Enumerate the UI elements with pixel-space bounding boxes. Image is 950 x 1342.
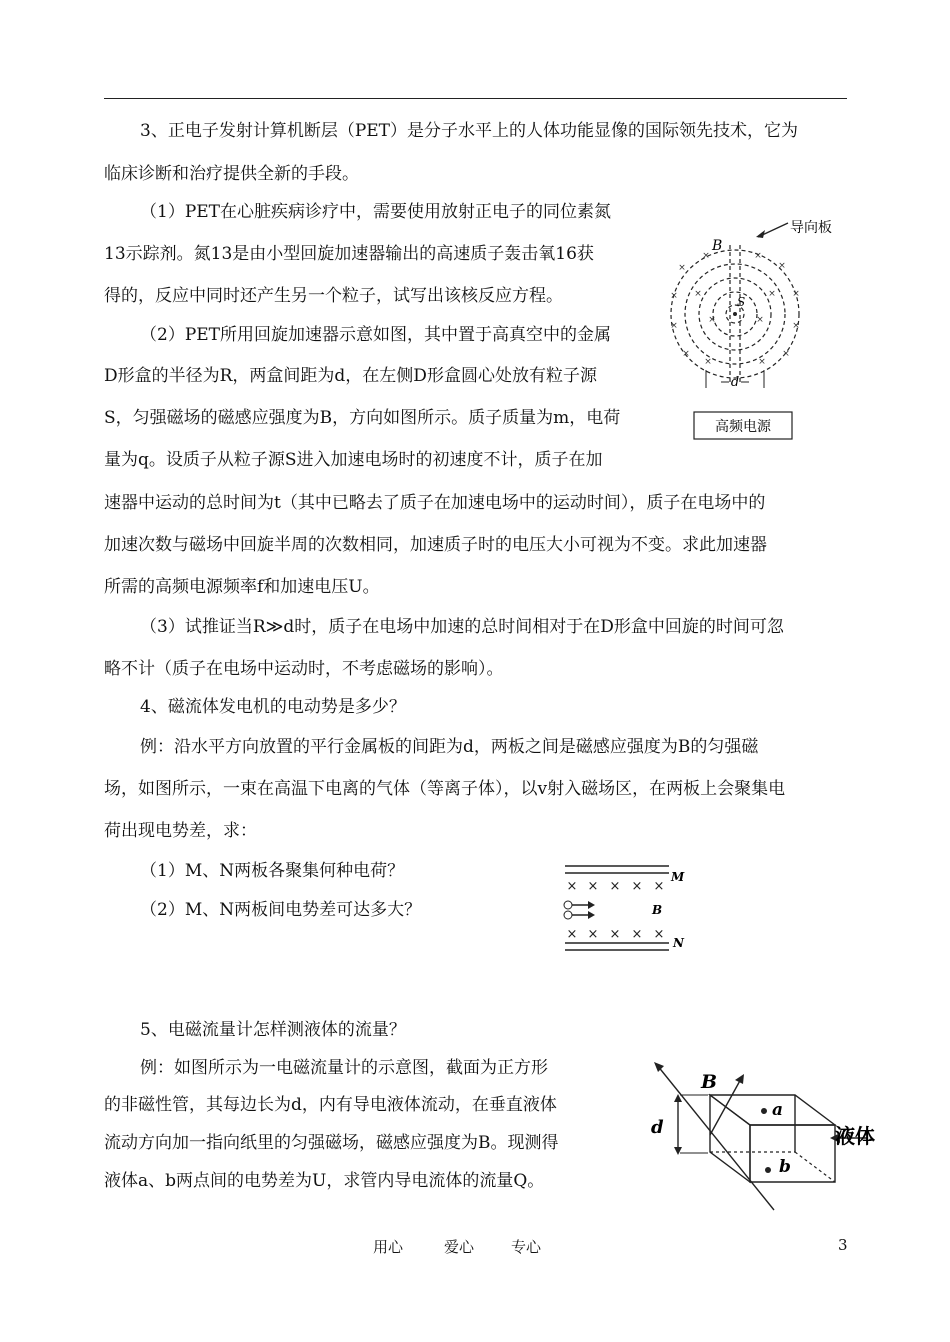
svg-text:×: × <box>756 315 764 325</box>
q3-part3-line-1: （3）试推证当R≫d时，质子在电场中加速的总时间相对于在D形盒中回旋的时间可忽 <box>140 617 784 637</box>
svg-text:×: × <box>670 291 678 301</box>
svg-text:×: × <box>768 289 776 299</box>
q3-part2-line-7: 所需的高频电源频率f和加速电压U。 <box>104 577 380 597</box>
plate-n-label: N <box>673 936 684 950</box>
page-number: 3 <box>838 1236 848 1254</box>
q4-sub-question-1: （1）M、N两板各聚集何种电荷？ <box>140 861 405 881</box>
q4-sub-question-2: （2）M、N两板间电势差可达多大？ <box>140 900 422 920</box>
mhd-generator-diagram <box>555 858 705 958</box>
svg-text:×: × <box>778 261 786 271</box>
q3-part2-line-1: （2）PET所用回旋加速器示意如图，其中置于高真空中的金属 <box>140 325 612 345</box>
q3-intro-line-1: 3、正电子发射计算机断层（PET）是分子水平上的人体功能显像的国际领先技术，它为 <box>140 121 799 141</box>
svg-text:×: × <box>587 879 599 894</box>
svg-text:×: × <box>678 263 686 273</box>
svg-text:×: × <box>702 251 710 261</box>
q3-part2-line-6: 加速次数与磁场中回旋半周的次数相同，加速质子时的电压大小可视为不变。求此加速器 <box>104 535 767 555</box>
svg-text:×: × <box>792 321 800 331</box>
svg-text:×: × <box>782 349 790 359</box>
q3-part1-line-3: 得的，反应中同时还产生另一个粒子，试写出该核反应方程。 <box>104 286 563 306</box>
svg-text:×: × <box>653 879 665 894</box>
q3-part2-line-2: D形盒的半径为R，两盒间距为d，在左侧D形盒圆心处放有粒子源 <box>104 366 597 386</box>
q4-example-line-3: 荷出现电势差，求： <box>104 821 257 841</box>
svg-text:×: × <box>754 251 762 261</box>
flowmeter-d-label: d <box>651 1117 664 1138</box>
q5-example-line-1: 例：如图所示为一电磁流量计的示意图，截面为正方形 <box>140 1058 548 1078</box>
footer-motto-3: 专心 <box>511 1238 542 1256</box>
svg-text:×: × <box>587 927 599 942</box>
svg-text:×: × <box>792 289 800 299</box>
cyclotron-s-label: S <box>737 295 746 309</box>
point-a-label: a <box>772 1100 784 1120</box>
q3-part1-line-1: （1）PET在心脏疾病诊疗中，需要使用放射正电子的同位素氮 <box>140 202 612 222</box>
q3-part2-line-3: S，匀强磁场的磁感应强度为B，方向如图所示。质子质量为m，电荷 <box>104 408 621 428</box>
q5-example-line-3: 流动方向加一指向纸里的匀强磁场，磁感应强度为B。现测得 <box>104 1133 559 1153</box>
svg-text:×: × <box>758 357 766 367</box>
svg-text:×: × <box>631 927 643 942</box>
flowmeter-diagram <box>640 1060 890 1215</box>
guide-plate-label: 导向板 <box>790 220 832 236</box>
q5-example-line-2: 的非磁性管，其每边长为d，内有导电液体流动，在垂直液体 <box>104 1095 557 1115</box>
svg-text:×: × <box>631 879 643 894</box>
q3-intro-line-2: 临床诊断和治疗提供全新的手段。 <box>104 164 359 184</box>
svg-text:×: × <box>609 879 621 894</box>
liquid-label: 液体 <box>835 1124 875 1148</box>
header-rule <box>104 98 847 99</box>
q3-part2-line-4: 量为q。设质子从粒子源S进入加速电场时的初速度不计，质子在加 <box>104 450 603 470</box>
q4-example-line-2: 场，如图所示，一束在高温下电离的气体（等离子体），以v射入磁场区，在两板上会聚集电 <box>104 779 786 799</box>
svg-text:×: × <box>682 349 690 359</box>
q4-title: 4、磁流体发电机的电动势是多少？ <box>140 697 406 717</box>
cyclotron-d-label: d <box>730 375 740 390</box>
q3-part1-line-2: 13示踪剂。氮13是由小型回旋加速器输出的高速质子轰击氧16获 <box>104 244 594 264</box>
svg-text:×: × <box>653 927 665 942</box>
point-b-label: b <box>779 1157 791 1177</box>
plate-m-label: M <box>671 870 685 884</box>
svg-text:×: × <box>704 357 712 367</box>
footer-motto-1: 用心 <box>373 1238 404 1256</box>
svg-text:×: × <box>708 315 716 325</box>
svg-text:×: × <box>670 321 678 331</box>
mhd-b-label: B <box>652 903 663 917</box>
cyclotron-b-label: B <box>712 238 723 254</box>
svg-text:×: × <box>694 289 702 299</box>
svg-text:×: × <box>566 879 578 894</box>
hf-power-label: 高频电源 <box>715 419 771 435</box>
svg-text:×: × <box>566 927 578 942</box>
q5-title: 5、电磁流量计怎样测液体的流量？ <box>140 1020 406 1040</box>
svg-text:×: × <box>609 927 621 942</box>
flowmeter-b-label: B <box>701 1071 718 1093</box>
footer-motto-2: 爱心 <box>444 1238 475 1256</box>
q3-part2-line-5: 速器中运动的总时间为t（其中已略去了质子在加速电场中的运动时间），质子在电场中的 <box>104 493 766 513</box>
q3-part3-line-2: 略不计（质子在电场中运动时，不考虑磁场的影响）。 <box>104 659 504 679</box>
q4-example-line-1: 例：沿水平方向放置的平行金属板的间距为d，两板之间是磁感应强度为B的匀强磁 <box>140 737 759 757</box>
q5-example-line-4: 液体a、b两点间的电势差为U，求管内导电流体的流量Q。 <box>104 1171 545 1191</box>
cyclotron-diagram <box>668 210 850 445</box>
